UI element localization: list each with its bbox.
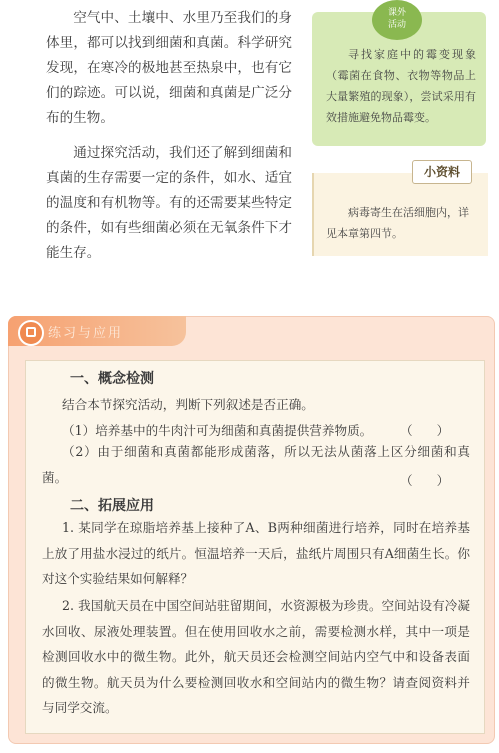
answer-blank-1[interactable]: （ ） <box>400 423 450 438</box>
body-paragraph-1: 空气中、土壤中、水里乃至我们的身体里，都可以找到细菌和真菌。科学研究发现，在寒冷的极地甚至热泉中，也有它们的踪迹。可以说，细菌和真菌是广泛分布的生物。 <box>46 10 292 126</box>
section1-intro: 结合本节探究活动，判断下列叙述是否正确。 <box>62 397 314 412</box>
info-tab: 小资料 <box>412 160 472 184</box>
activity-text: 寻找家庭中的霉变现象（霉菌在食物、衣物等物品上大量繁殖的现象），尝试采用有效措施避免物品霉变。 <box>326 48 476 124</box>
activity-badge-line2: 活动 <box>387 20 406 30</box>
body-paragraph-2: 通过探究活动，我们还了解到细菌和真菌的生存需要一定的条件，如水、适宜的温度和有机物等。有的还需要某些特定的条件，如有些细菌必须在无氧条件下才能生存。 <box>46 145 292 261</box>
application-question-2: 2. 我国航天员在中国空间站驻留期间，水资源极为珍贵。空间站设有冷凝水回收、尿液处理装置。但在使用回收水之前，需要检测水样，其中一项是检测回收水中的微生物。此外，航天员还会检测空间站内空气中和设备表面的微生物。航天员为什么要检测回收水和空间站内的微生物？请查阅资料并与同学交流。 <box>42 598 470 715</box>
exercise-icon <box>18 320 44 346</box>
question-item-1: （1）培养基中的牛肉汁可为细菌和真菌提供营养物质。 <box>62 423 373 438</box>
question-item-2: （2）由于细菌和真菌都能形成菌落，所以无法从菌落上区分细菌和真菌。 <box>42 444 470 485</box>
application-question-1: 1. 某同学在琼脂培养基上接种了A、B两种细菌进行培养，同时在培养基上放了用盐水浸过的纸片。恒温培养一天后，盐纸片周围只有A细菌生长。你对这个实验结果如何解释？ <box>42 520 470 586</box>
section2-heading: 二、拓展应用 <box>70 498 154 514</box>
activity-badge-line1: 课外 <box>387 8 406 18</box>
section1-heading: 一、概念检测 <box>70 371 154 387</box>
activity-badge <box>372 0 422 40</box>
answer-blank-2[interactable]: （ ） <box>400 473 450 488</box>
info-text: 病毒寄生在活细胞内，详见本章第四节。 <box>326 206 469 240</box>
body-text <box>46 6 292 268</box>
exercise-title: 练习与应用 <box>48 326 124 341</box>
